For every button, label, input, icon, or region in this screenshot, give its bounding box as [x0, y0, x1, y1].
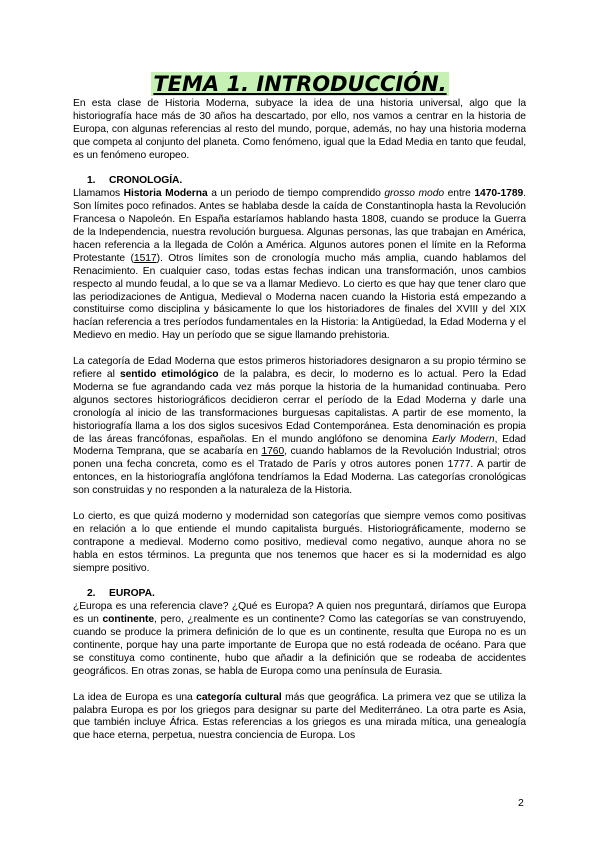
paragraph	[73, 692, 526, 744]
section-heading-europa	[73, 588, 526, 601]
text-run: La idea de Europa es una	[73, 691, 197, 703]
paragraph	[73, 188, 526, 343]
text-run: , cuando hablamos de la Revolución Industrial; otros ponen una fecha concreta, como es el Tratado de París y otros autores ponen 1777. A partir de entonces, en la historiografía anglófona tendríamos la Edad Moderna. Las categorías cronológicas son construidas y no responden a la naturaleza de la Historia.	[73, 446, 526, 497]
document-body	[73, 98, 526, 743]
intro-paragraph: En esta clase de Historia Moderna, subyace la idea de una historia universal, algo que la historiografía hace más de 30 años ha descartado, por ello, nos vamos a centrar en la historia de Europa, con algunas referencias al resto del mundo, porque, además, no hay una historia moderna que competa al conjunto del planeta. Como fenómeno, igual que la Edad Media en tanto que feudal, es un fenómeno europeo.	[73, 98, 526, 161]
underlined-date: 1760	[261, 446, 285, 458]
italic-term: grosso modo	[384, 188, 445, 200]
bold-term: Historia Moderna	[123, 188, 208, 200]
page-number: 2	[518, 797, 524, 809]
text-run: . Son límites poco refinados. Antes se hablaba desde la caída de Constantinopla hasta la Revolución Francesa o Napoleón. En España estaríamos hablando hasta 1808, cuando se produce la Guerra de la Independencia, nuestra revolución burguesa. Algunas personas, las que trabajan en América, hacen referencia a la llegada de Colón a América. Algunos autores ponen el límite en la Reforma Protestante (	[73, 188, 526, 264]
bold-term: categoría cultural	[196, 691, 282, 703]
bold-term: 1470-1789	[474, 188, 524, 200]
text-run: a un periodo de tiempo comprendido	[207, 188, 385, 200]
text-run: ¿Europa es una referencia clave? ¿Qué es Europa? A quien nos preguntará, diríamos que Europa es un	[73, 601, 526, 626]
text-run: ). Otros límites son de cronología mucho más amplia, cuando hablamos del Renacimiento. En cualquier caso, todas estas fechas indican una transformación, unos cambios respecto al mundo feudal, a lo que se va a llamar Medievo. Lo cierto es que hay que tener claro que las periodizaciones de Antigua, Medieval o Moderna nacen cuando la Historia está empezando a constituirse como disciplina y básicamente lo que los historiadores de finales del XVIII y del XIX hacían referencia a tres períodos fundamentales en la Historia: la Antigüedad, la Edad Moderna y el Medievo en medio. Hay un período que se sigue llamando prehistoria.	[73, 252, 526, 342]
paragraph	[73, 356, 526, 498]
title-wrap	[0, 72, 600, 96]
section-heading-cronologia	[73, 175, 526, 188]
text-run: entre	[444, 188, 475, 200]
text-run: , pero, ¿realmente es un continente? Como las categorías se van construyendo, cuando se produce la primera definición de lo que es un continente, resulta que Europa no es un continente, porque hay una parte importante de Europa que no está rodeada de océano. Para que se constituya como continente, hubo que añadir a la definición que se rodeaba de accidentes geográficos. En otras zonas, se habla de Europa como una península de Eurasia.	[73, 614, 526, 677]
section-number: 2.	[87, 588, 96, 600]
paragraph	[73, 601, 526, 678]
bold-term: sentido etimológico	[119, 369, 219, 380]
text-run: de la palabra, es decir, lo moderno es lo actual. Pero la Edad Moderna se fue agrandando cada vez más porque la historia de la humanidad continuaba. Pero algunos sectores historiográficos decidieron cerrar el período de la Edad Moderna y darle una cronología al inicio de las transformaciones burguesas capitalistas. A partir de ese momento, la historiografía llama a los dos siglos sucesivos Edad Contemporánea. Esta denominación es propia de las áreas francófonas, españolas. En el mundo anglófono se denomina	[73, 369, 526, 445]
underlined-date: 1517	[133, 252, 157, 264]
section-number: 1.	[87, 175, 96, 187]
bold-term: continente	[102, 614, 155, 626]
page-title: TEMA 1. INTRODUCCIÓN.	[153, 72, 447, 96]
section-title: CRONOLOGÍA.	[109, 175, 183, 187]
text-run: más que geográfica. La primera vez que se utiliza la palabra Europa es por los griegos para designar su parte del Mediterráneo. La otra parte es Asia, que también incluye África. Estas referencias a los griegos es una mirada mítica, una genealogía que hace eterna, perpetua, nuestra conciencia de Europa. Los	[73, 691, 527, 742]
paragraph: Lo cierto, es que quizá moderno y modernidad son categorías que siempre vemos como positivas en relación a lo que entiende el mundo capitalista burgués. Historiográficamente, moderno se contrapone a medieval. Moderno como positivo, medieval como negativo, aunque ahora no se habla en estos términos. La pregunta que nos tenemos que hacer es si la modernidad es algo siempre positivo.	[73, 510, 526, 574]
section-title: EUROPA.	[109, 588, 155, 600]
text-run: La categoría de Edad Moderna que estos primeros historiadores designaron a su propio término se refiere al	[73, 356, 526, 380]
text-run: Llamamos	[73, 188, 124, 200]
text-run: , Edad Moderna Temprana, que se acabaría en	[73, 433, 526, 458]
italic-term: Early Modern	[432, 433, 495, 445]
